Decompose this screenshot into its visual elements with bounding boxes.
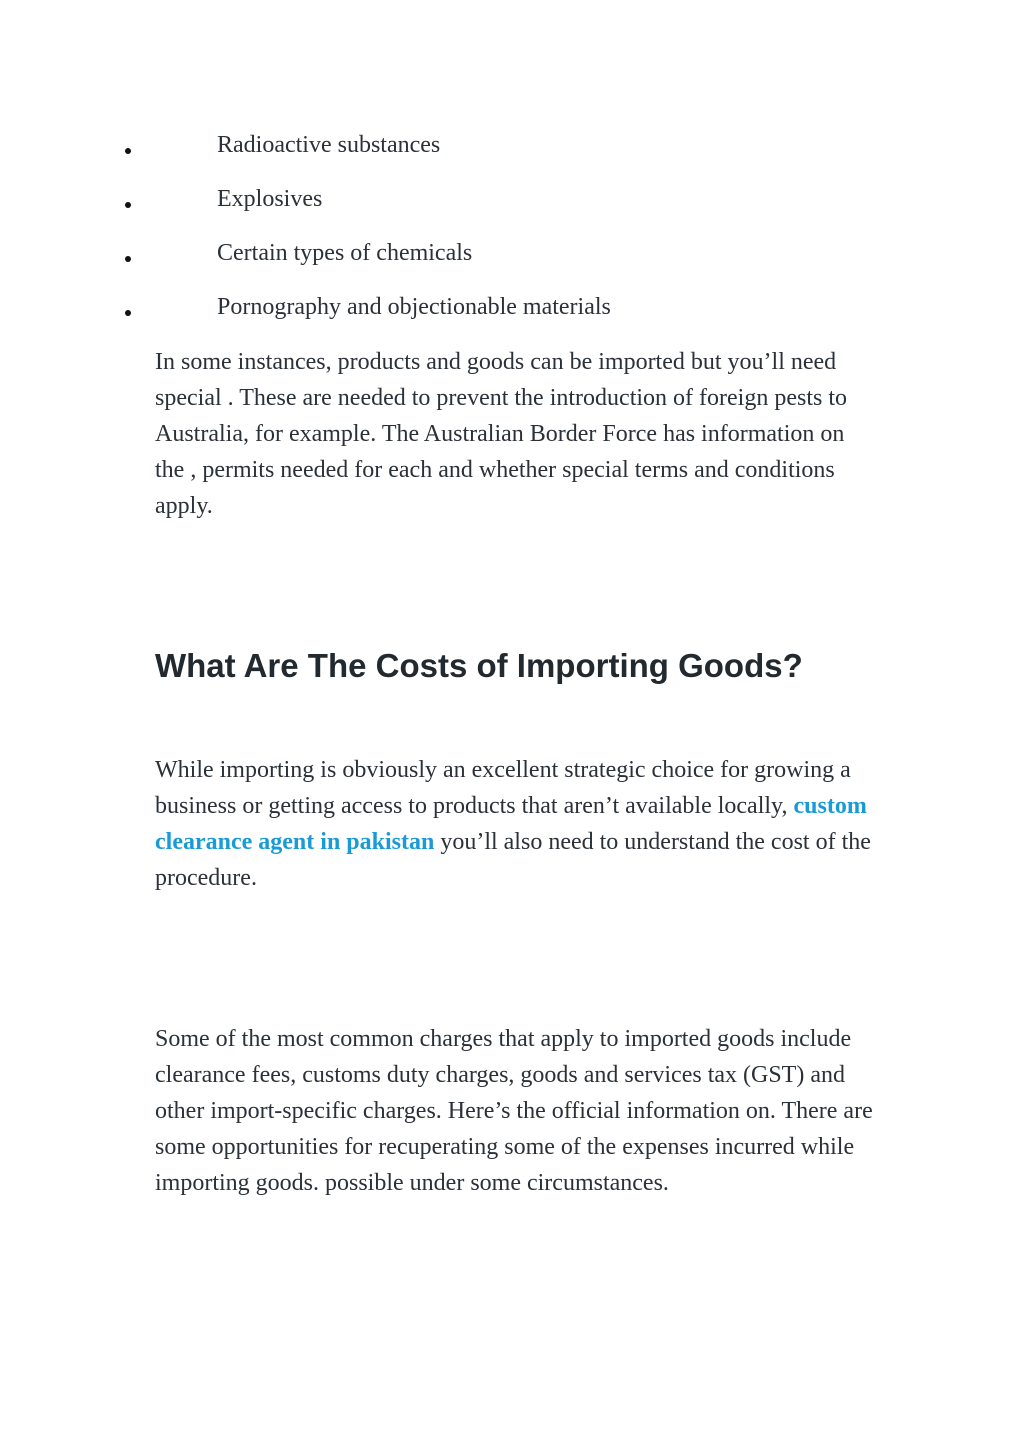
list-item bbox=[0, 236, 1024, 290]
list-item bbox=[0, 290, 1024, 344]
bullet-icon bbox=[125, 148, 131, 154]
charges-paragraph: Some of the most common charges that apply to imported goods include clearance fees, customs duty charges, goods and services tax (GST) and other import-specific charges. Here’s the official information on. There are some opportunities for recuperating some of the expenses incurred while importing goods. possible under some circumstances. bbox=[155, 1026, 873, 1196]
custom-clearance-link[interactable]: custom clearance agent in pakistan bbox=[155, 793, 867, 855]
list-item bbox=[0, 128, 1024, 182]
prohibited-items-list bbox=[0, 128, 1024, 344]
section-heading: What Are The Costs of Importing Goods? bbox=[155, 647, 803, 684]
costs-paragraph bbox=[155, 752, 875, 896]
bullet-icon bbox=[125, 256, 131, 262]
list-item-text: Explosives bbox=[217, 186, 323, 212]
costs-paragraph-text-end: you’ll also need to understand the cost of the procedure. bbox=[155, 829, 871, 891]
list-item bbox=[0, 182, 1024, 236]
list-item-text: Certain types of chemicals bbox=[217, 240, 473, 266]
list-item-text: Radioactive substances bbox=[217, 132, 441, 158]
intro-paragraph: In some instances, products and goods can be imported but you’ll need special . These are needed to prevent the introduction of foreign pests to Australia, for example. The Australian Border Force has information on the , permits needed for each and whether special terms and conditions apply. bbox=[155, 349, 847, 519]
list-item-text: Pornography and objectionable materials bbox=[217, 294, 611, 320]
bullet-icon bbox=[125, 202, 131, 208]
costs-paragraph-text: While importing is obviously an excellent strategic choice for growing a business or getting access to products that aren’t available locally, bbox=[155, 757, 851, 819]
bullet-icon bbox=[125, 310, 131, 316]
